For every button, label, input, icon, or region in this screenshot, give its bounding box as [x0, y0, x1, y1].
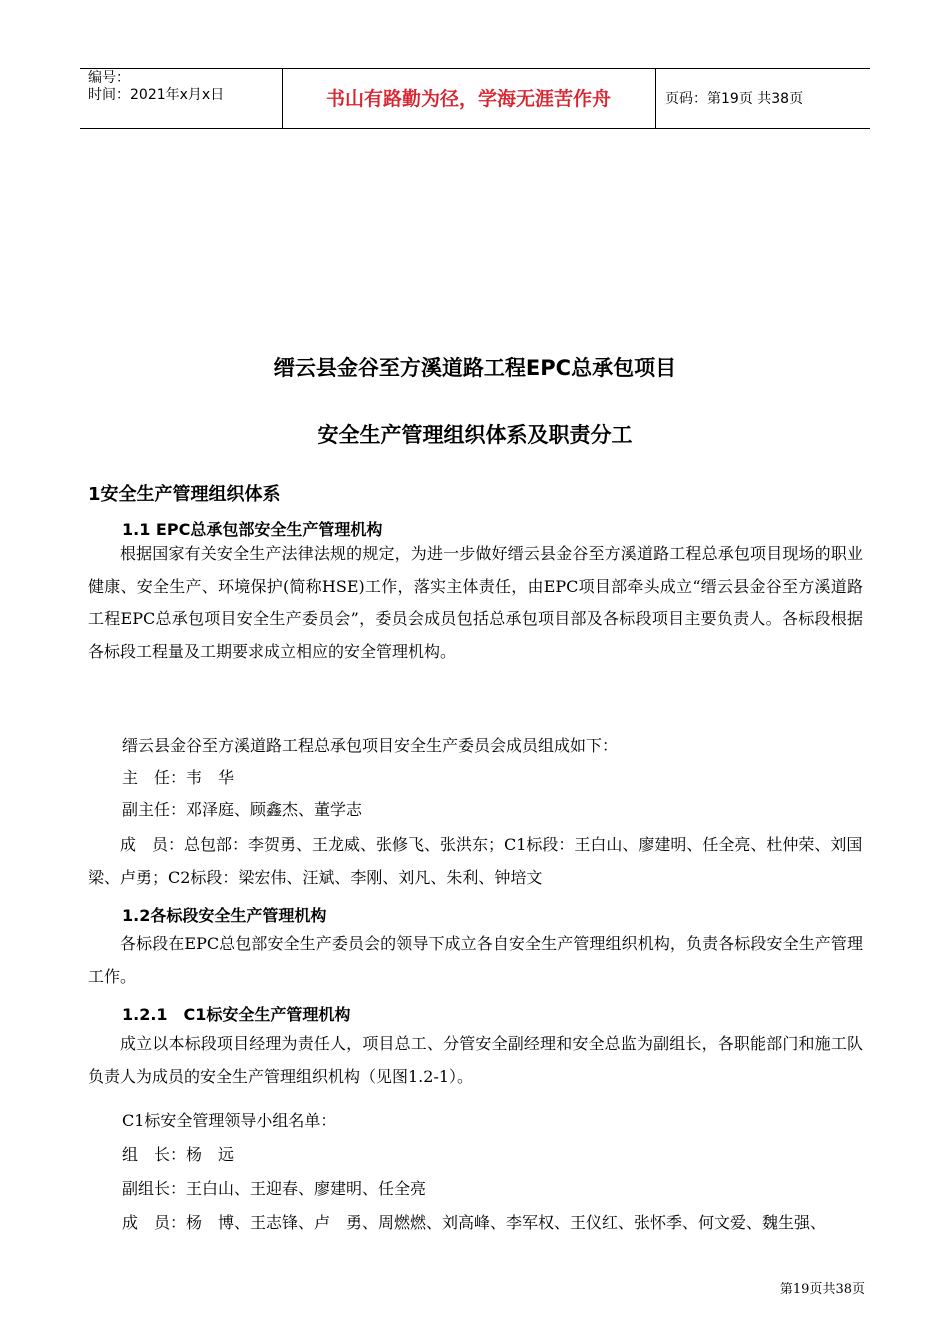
header-page-number: 页码：第19页 共38页: [665, 91, 804, 107]
header-time: 时间：2021年x月x日: [88, 87, 225, 103]
header-meta: [88, 70, 278, 104]
c1-leader: 组 长：杨 远: [122, 1145, 235, 1164]
header-bottom-rule: [80, 128, 870, 129]
header-motto: 书山有路勤为径，学海无涯苦作舟: [325, 88, 611, 110]
committee-chair: 主 任：韦 华: [122, 768, 235, 787]
header-top-rule: [80, 68, 870, 69]
header-divider-right: [655, 68, 656, 128]
section-heading: 1安全生产管理组织体系: [88, 484, 281, 505]
paragraph-1-2-1: 成立以本标段项目经理为责任人，项目总工、分管安全副经理和安全总监为副组长，各职能部门和施工队负责人为成员的安全生产管理组织机构（见图1.2-1）。: [88, 1034, 863, 1086]
paragraph-1-1: 根据国家有关安全生产法律法规的规定，为进一步做好缙云县金谷至方溪道路工程总承包项目现场的职业健康、安全生产、环境保护(简称HSE)工作，落实主体责任，由EPC项目部牵头成立“缙云县金谷至方溪道路工程EPC总承包项目安全生产委员会”，委员会成员包括总承包项目部及各标段项目主要负责人。各标段根据各标段工程量及工期要求成立相应的安全管理机构。: [88, 544, 863, 661]
c1-vice-leaders: 副组长：王白山、王迎春、廖建明、任全亮: [122, 1179, 427, 1198]
subsection-heading-1-2-1: 1.2.1 C1标安全生产管理机构: [122, 1005, 351, 1024]
committee-members: 成 员：总包部：李贺勇、王龙威、张修飞、张洪东；C1标段：王白山、廖建明、任全亮、杜仲荣、刘国梁、卢勇；C2标段：梁宏伟、汪斌、李刚、刘凡、朱利、钟培文: [88, 835, 863, 887]
committee-vice-chair: 副主任：邓泽庭、顾鑫杰、董学志: [122, 800, 363, 819]
c1-members: 成 员：杨 博、王志锋、卢 勇、周燃燃、刘高峰、李军权、王仪红、张怀季、何文爱、魏生强、: [122, 1213, 827, 1232]
document-title: 缙云县金谷至方溪道路工程EPC总承包项目: [273, 356, 677, 380]
header-number: 编号：: [88, 70, 130, 86]
committee-intro: 缙云县金谷至方溪道路工程总承包项目安全生产委员会成员组成如下：: [122, 736, 619, 755]
subsection-heading-1-1: 1.1 EPC总承包部安全生产管理机构: [122, 520, 383, 539]
page-footer: 第19页共38页: [779, 1282, 865, 1297]
document-subtitle: 安全生产管理组织体系及职责分工: [317, 423, 633, 447]
c1-list-title: C1标安全管理领导小组名单：: [122, 1111, 337, 1130]
subsection-heading-1-2: 1.2各标段安全生产管理机构: [122, 906, 327, 925]
paragraph-1-2: 各标段在EPC总包部安全生产委员会的领导下成立各自安全生产管理组织机构，负责各标段安全生产管理工作。: [88, 934, 863, 986]
